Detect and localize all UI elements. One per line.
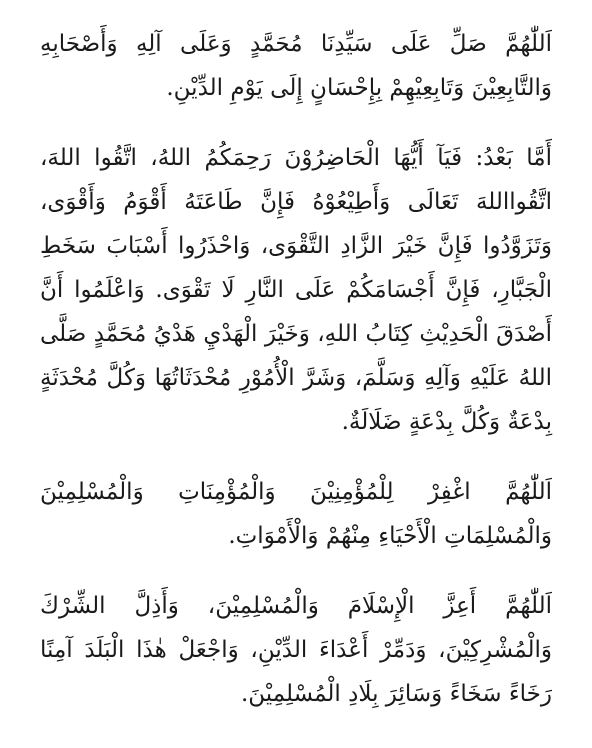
forgiveness-prayer-paragraph: اَللّٰهُمَّ اغْفِرْ لِلْمُؤْمِنِيْنَ وَالْمُؤْمِنَاتِ وَالْمُسْلِمِيْنَ وَالْمُسْلِمَاتِ الْأَحْيَاءِ مِنْهُمْ وَالْأَمْوَاتِ. — [40, 479, 552, 549]
opening-salawat-paragraph: اَللّٰهُمَّ صَلِّ عَلَى سَيِّدِنَا مُحَمَّدٍ وَعَلَى آلِهِ وَأَصْحَابِهِ وَالتَّابِعِيْنَ وَتَابِعِيْهِمْ بِإِحْسَانٍ إِلَى يَوْمِ الدِّيْنِ. — [40, 31, 552, 101]
amma-bad-paragraph: أَمَّا بَعْدُ: فَيَآ أَيُّهَا الْحَاضِرُوْنَ رَحِمَكُمُ اللهُ، اتَّقُوا اللهَ، اتَّقُوااللهَ تَعَالَى وَأَطِيْعُوْهُ فَإِنَّ طَاعَتَهُ أَقْوَمُ وَأَقْوَى، وَتَزَوَّدُوا فَإِنَّ خَيْرَ الزَّادِ التَّقْوَى، وَاحْذَرُوا أَسْبَابَ سَخَطِ الْجَبَّارِ، فَإِنَّ أَجْسَامَكُمْ عَلَى النَّارِ لَا تَقْوَى. وَاعْلَمُوا أَنَّ أَصْدَقَ الْحَدِيْثِ كِتَابُ اللهِ، وَخَيْرَ الْهَدْيِ هَدْيُ مُحَمَّدٍ صَلَّى اللهُ عَلَيْهِ وَآلِهِ وَسَلَّمَ، وَشَرَّ الْأُمُوْرِ مُحْدَثَاتُهَا وَكُلَّ مُحْدَثَةٍ بِدْعَةٌ وَكُلَّ بِدْعَةٍ ضَلَالَةٌ. — [40, 145, 552, 435]
islam-honour-prayer-paragraph: اَللّٰهُمَّ أَعِزَّ الْإِسْلَامَ وَالْمُسْلِمِيْنَ، وَأَذِلَّ الشِّرْكَ وَالْمُشْرِكِيْنَ، وَدَمِّرْ أَعْدَاءَ الدِّيْنِ، وَاجْعَلْ هٰذَا الْبَلَدَ آمِنًا رَخَاءً سَخَاءً وَسَائِرَ بِلَادِ الْمُسْلِمِيْنَ. — [40, 593, 552, 707]
